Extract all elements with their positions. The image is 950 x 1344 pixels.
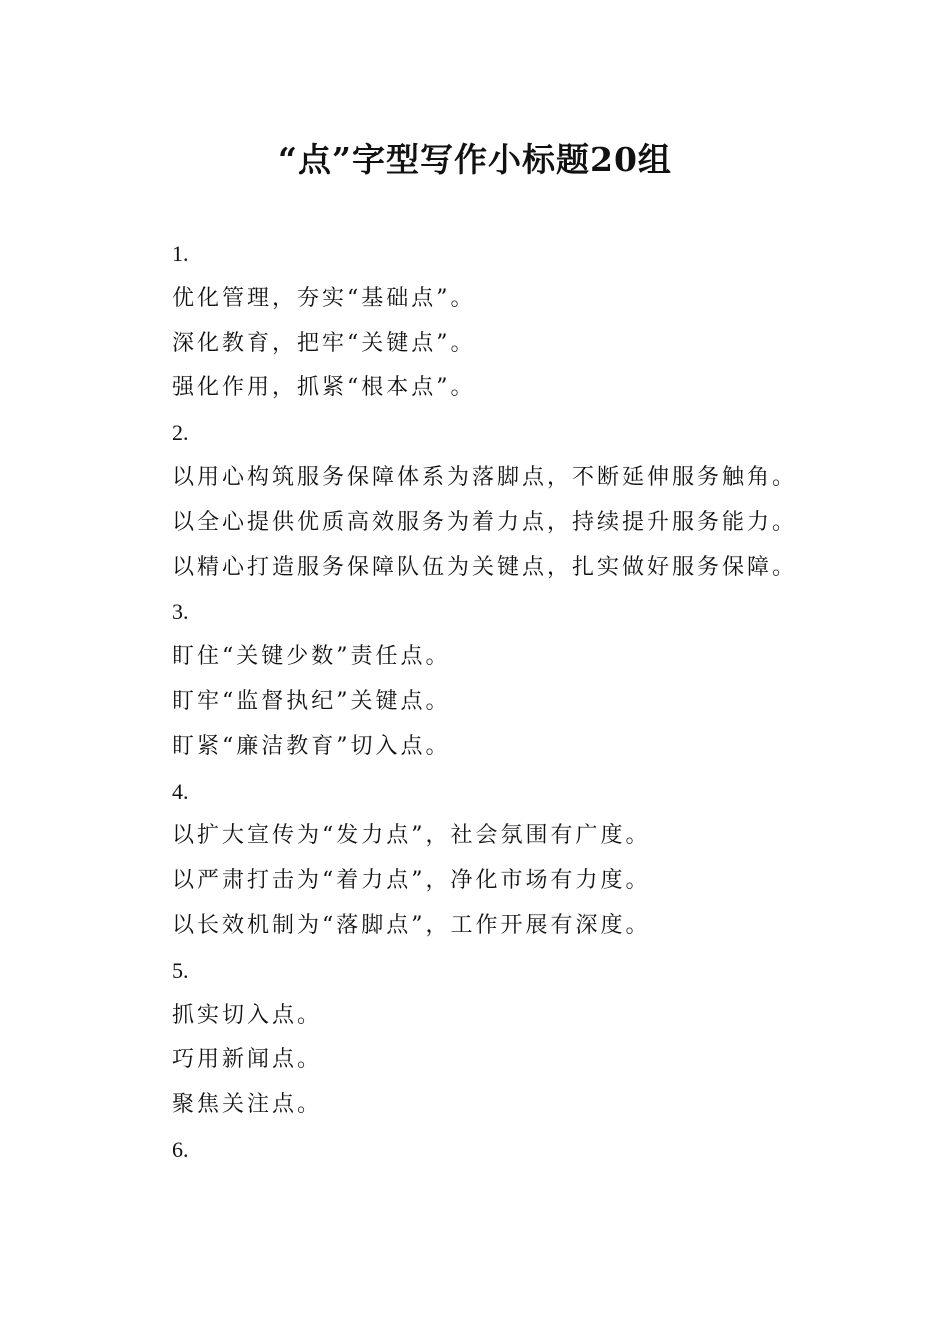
subtitle-line: 强化作用，抓紧“根本点”。 (172, 375, 476, 401)
subtitle-line: 以严肃打击为“着力点”，净化市场有力度。 (172, 868, 651, 894)
subtitle-line: 深化教育，把牢“关键点”。 (172, 330, 476, 356)
subtitle-line: 以用心构筑服务保障体系为落脚点，不断延伸服务触角。 (172, 464, 798, 490)
document-title: “点”字型写作小标题20组 (278, 140, 672, 179)
subtitle-line: 盯紧“廉洁教育”切入点。 (172, 733, 451, 759)
subtitle-line: 以扩大宣传为“发力点”，社会氛围有广度。 (172, 823, 651, 849)
subtitle-line: 优化管理，夯实“基础点”。 (172, 285, 476, 311)
document-body (172, 232, 872, 1173)
subtitle-line: 以长效机制为“落脚点”，工作开展有深度。 (172, 912, 651, 938)
subtitle-line: 盯牢“监督执纪”关键点。 (172, 688, 451, 714)
section-number: 6. (172, 1136, 189, 1162)
subtitle-line: 以精心打造服务保障队伍为关键点，扎实做好服务保障。 (172, 554, 798, 580)
subtitle-line: 抓实切入点。 (172, 1002, 323, 1028)
section-number: 3. (172, 599, 189, 625)
subtitle-line: 以全心提供优质高效服务为着力点，持续提升服务能力。 (172, 509, 798, 535)
subtitle-line: 盯住“关键少数”责任点。 (172, 644, 451, 670)
subtitle-line: 巧用新闻点。 (172, 1047, 323, 1073)
section-number: 1. (172, 241, 189, 266)
section-number: 4. (172, 778, 189, 804)
section-number: 5. (172, 957, 189, 983)
subtitle-line: 聚焦关注点。 (172, 1092, 323, 1118)
section-number: 2. (172, 420, 189, 446)
